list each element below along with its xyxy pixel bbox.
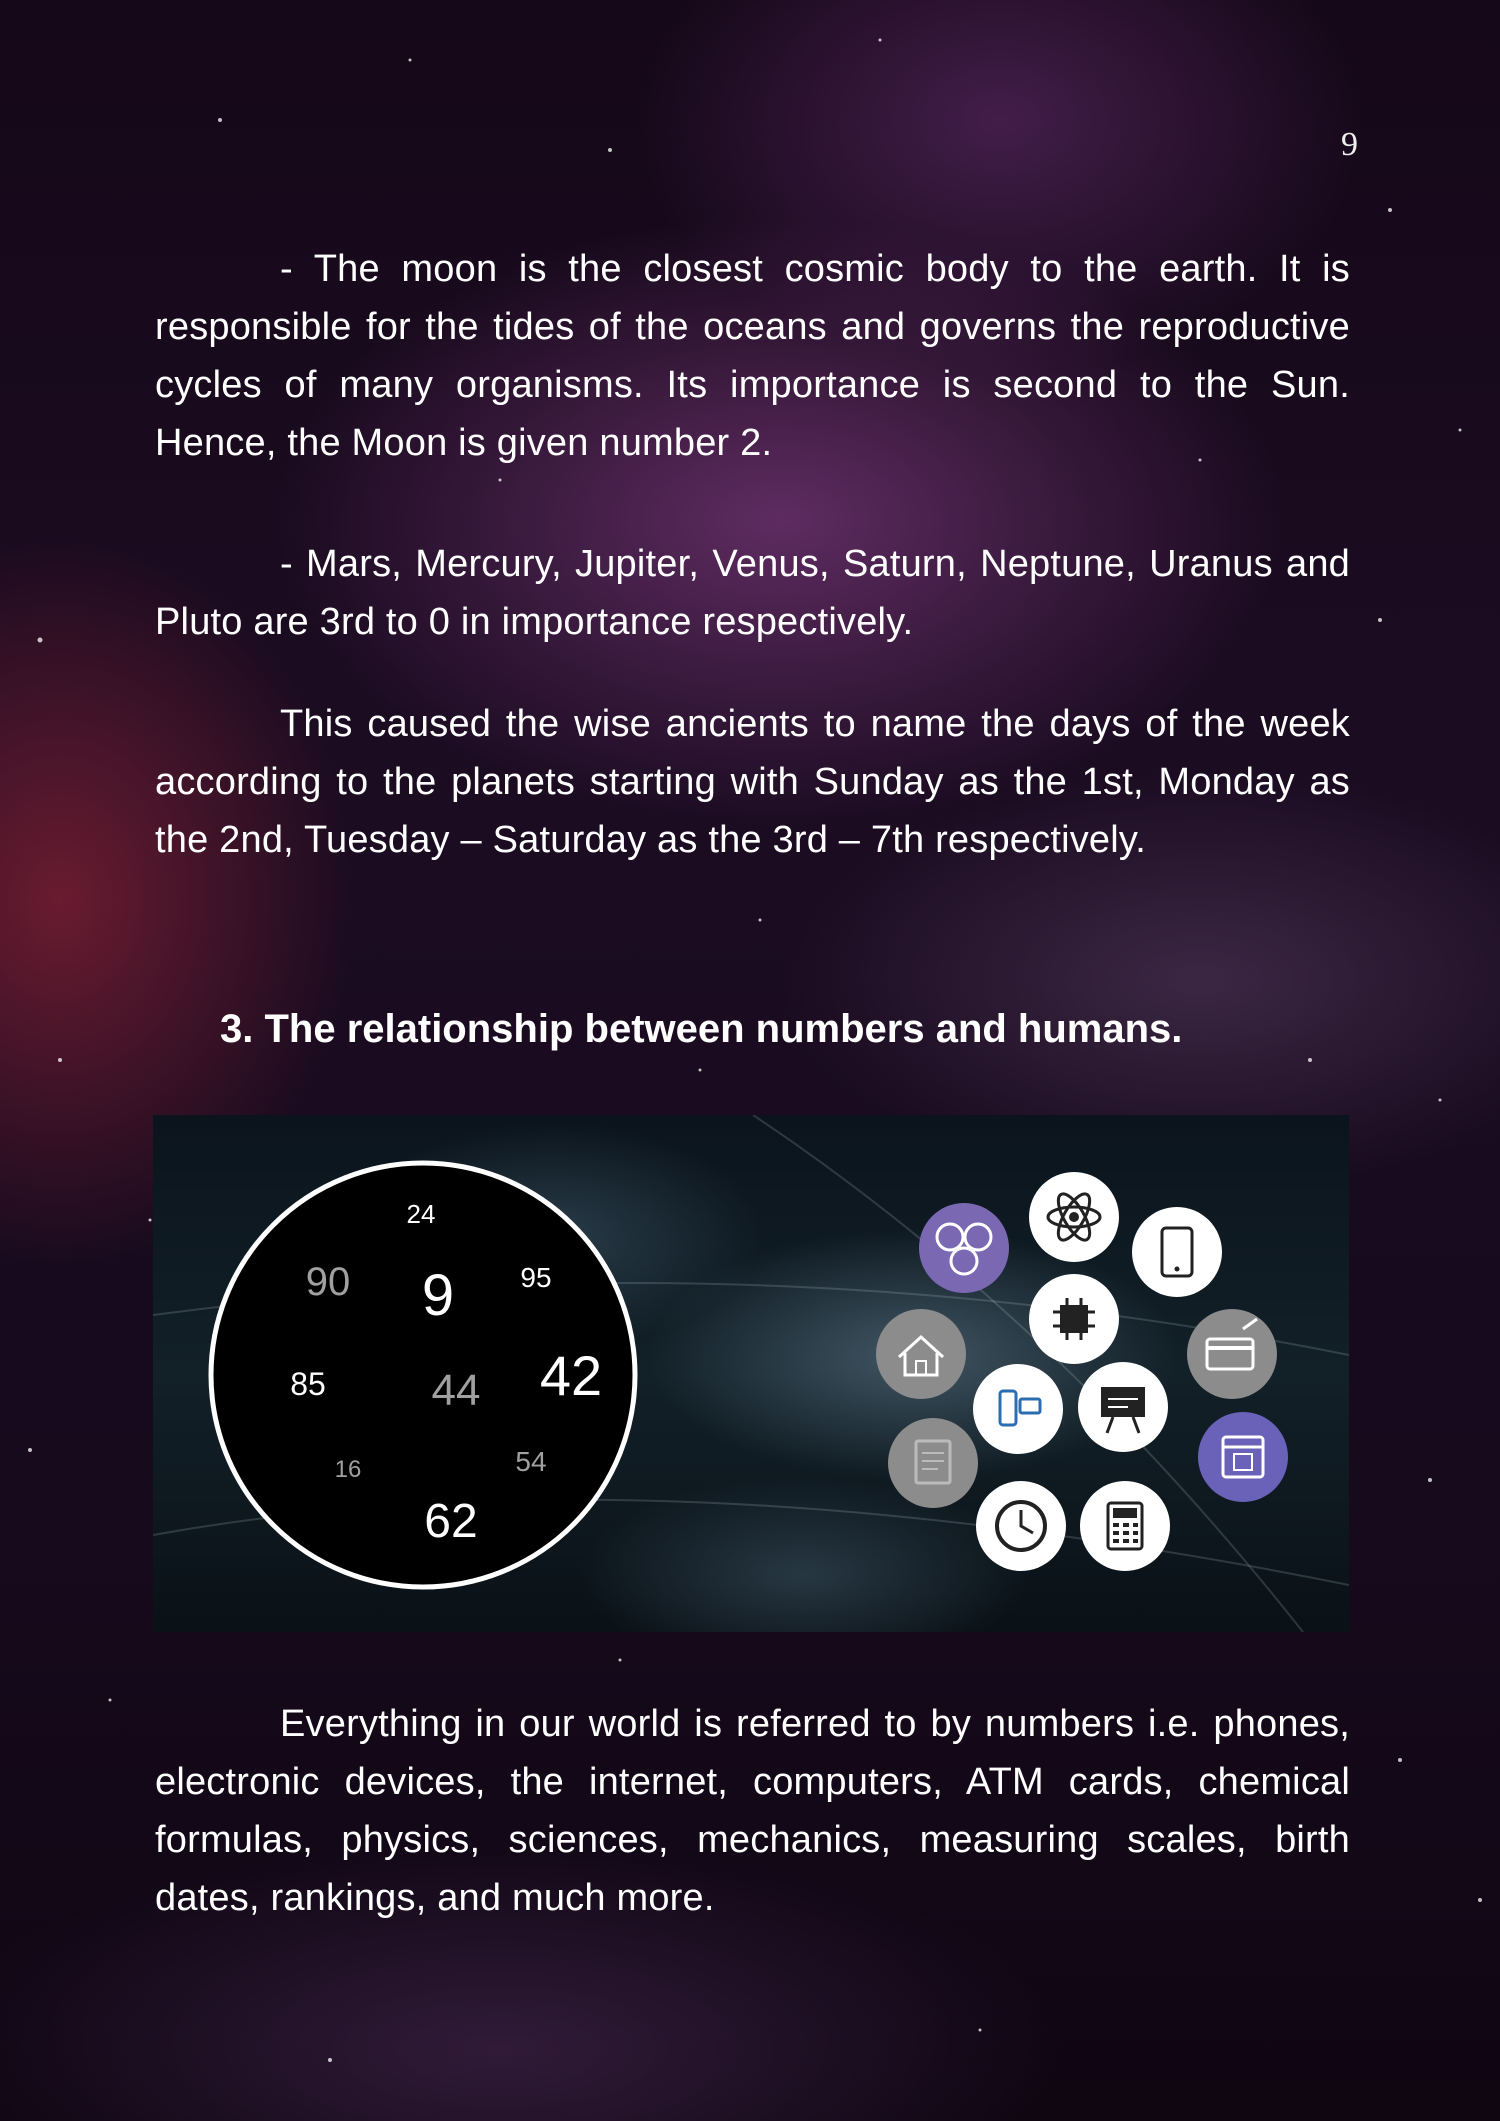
- number-9: 9: [421, 1263, 455, 1328]
- paragraph-everything-numbers: [155, 1695, 1350, 1927]
- paragraph-text: Everything in our world is referred to by numbers i.e. phones, electronic devices, the internet, computers, ATM cards, chemical formulas, physics, sciences, mechanics, measuring scales, birth dates, rankings, and much more.: [155, 1703, 1350, 1919]
- page-number: 9: [1341, 126, 1358, 163]
- paragraph-text: This caused the wise ancients to name the days of the week according to the planets starting with Sunday as the 1st, Monday as the 2nd, Tuesday – Saturday as the 3rd – 7th respectively.: [155, 703, 1350, 861]
- number-90: 90: [305, 1260, 351, 1304]
- number-95: 95: [520, 1262, 552, 1293]
- number-16: 16: [334, 1456, 362, 1483]
- paragraph-days: [155, 695, 1350, 869]
- atom-icon: [1029, 1172, 1119, 1262]
- credit-card-icon: [1187, 1309, 1277, 1399]
- number-44: 44: [431, 1366, 481, 1415]
- illustration-graphic: [153, 1115, 1349, 1632]
- smartphone-icon: [1132, 1207, 1222, 1297]
- chip-icon: [1029, 1274, 1119, 1364]
- calendar-icon: [1198, 1412, 1288, 1502]
- document-icon: [888, 1418, 978, 1508]
- paragraph-planets: [155, 535, 1350, 651]
- number-42: 42: [539, 1344, 603, 1407]
- section-heading: 3. The relationship between numbers and humans.: [220, 1007, 1183, 1051]
- paragraph-moon: [155, 240, 1350, 472]
- money-coins-icon: [919, 1203, 1009, 1293]
- number-85: 85: [290, 1366, 326, 1402]
- presentation-board-icon: [1078, 1362, 1168, 1452]
- number-54: 54: [515, 1446, 547, 1477]
- number-62: 62: [424, 1495, 478, 1548]
- paragraph-text: - The moon is the closest cosmic body to the earth. It is responsible for the tides of the oceans and governs the reproductive cycles of many organisms. Its importance is second to the Sun. Hence, the Moon is given number 2.: [155, 248, 1350, 464]
- clock-icon: [976, 1481, 1066, 1571]
- paragraph-text: - Mars, Mercury, Jupiter, Venus, Saturn, Neptune, Uranus and Pluto are 3rd to 0 in importance respectively.: [155, 543, 1350, 643]
- calculator-icon: [1080, 1481, 1170, 1571]
- numbers-illustration: [153, 1115, 1349, 1632]
- house-icon: [876, 1309, 966, 1399]
- usb-devices-icon: [973, 1364, 1063, 1454]
- number-24: 24: [406, 1199, 436, 1229]
